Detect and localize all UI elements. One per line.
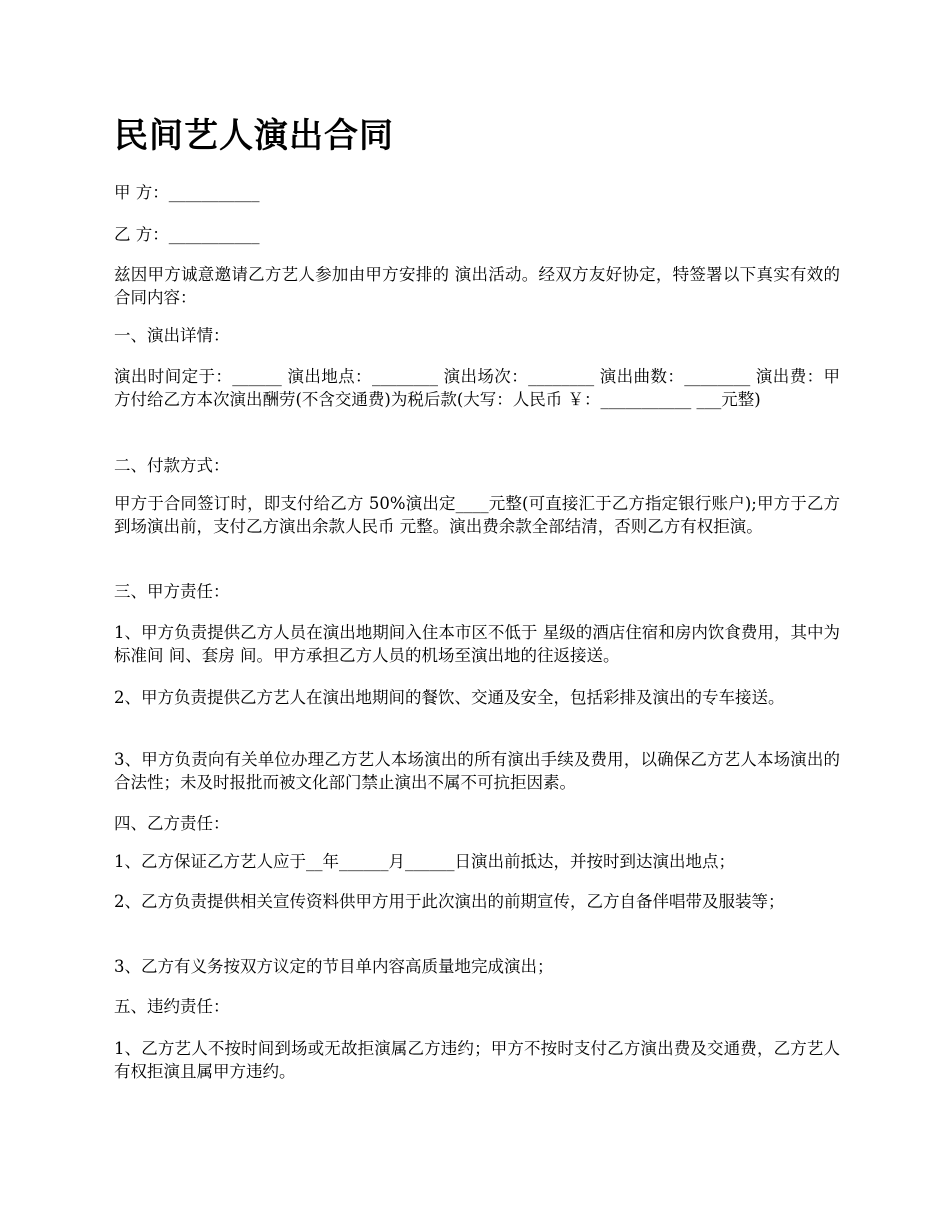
payment-method-paragraph: 甲方于合同签订时，即支付给乙方 50%演出定____元整(可直接汇于乙方指定银行账户);甲方于乙方到场演出前，支付乙方演出余款人民币 元整。演出费余款全部结清，否则乙方有权拒演。 <box>114 494 840 536</box>
section-heading-breach-liability: 五、违约责任： <box>114 997 230 1016</box>
party-a-duty-1: 1、甲方负责提供乙方人员在演出地期间入住本市区不低于 星级的酒店住宿和房内饮食费用，其中为标准间 间、套房 间。甲方承担乙方人员的机场至演出地的往返接送。 <box>114 623 840 665</box>
section-heading-payment-method: 二、付款方式： <box>114 456 230 475</box>
section-heading-party-b-duties: 四、乙方责任： <box>114 814 230 833</box>
party-a-duty-2: 2、甲方负责提供乙方艺人在演出地期间的餐饮、交通及安全，包括彩排及演出的专车接送。 <box>114 688 785 707</box>
document-title: 民间艺人演出合同 <box>114 116 394 156</box>
party-b-duty-3: 3、乙方有义务按双方议定的节目单内容高质量地完成演出； <box>114 957 554 976</box>
intro-paragraph: 兹因甲方诚意邀请乙方艺人参加由甲方安排的 演出活动。经双方友好协定，特签署以下真实有效的合同内容： <box>114 265 840 307</box>
party-b-line: 乙 方：___________ <box>114 225 260 244</box>
party-b-duty-1: 1、乙方保证乙方艺人应于__年______月______日演出前抵达，并按时到达演出地点； <box>114 852 735 871</box>
section-heading-party-a-duties: 三、甲方责任： <box>114 582 230 601</box>
party-a-line: 甲 方：___________ <box>114 183 260 202</box>
breach-liability-item-1: 1、乙方艺人不按时间到场或无故拒演属乙方违约；甲方不按时支付乙方演出费及交通费，乙方艺人有权拒演且属甲方违约。 <box>114 1039 840 1081</box>
section-heading-performance-details: 一、演出详情： <box>114 326 230 345</box>
party-b-duty-2: 2、乙方负责提供相关宣传资料供甲方用于此次演出的前期宣传，乙方自备伴唱带及服装等； <box>114 892 785 911</box>
party-a-duty-3: 3、甲方负责向有关单位办理乙方艺人本场演出的所有演出手续及费用，以确保乙方艺人本场演出的合法性；未及时报批而被文化部门禁止演出不属不可抗拒因素。 <box>114 750 840 792</box>
performance-details-paragraph: 演出时间定于：______ 演出地点：________ 演出场次：________ 演出曲数：________ 演出费：甲方付给乙方本次演出酬劳(不含交通费)为税后款(大写：人民币 ￥：___________ ___元整) <box>114 367 840 409</box>
